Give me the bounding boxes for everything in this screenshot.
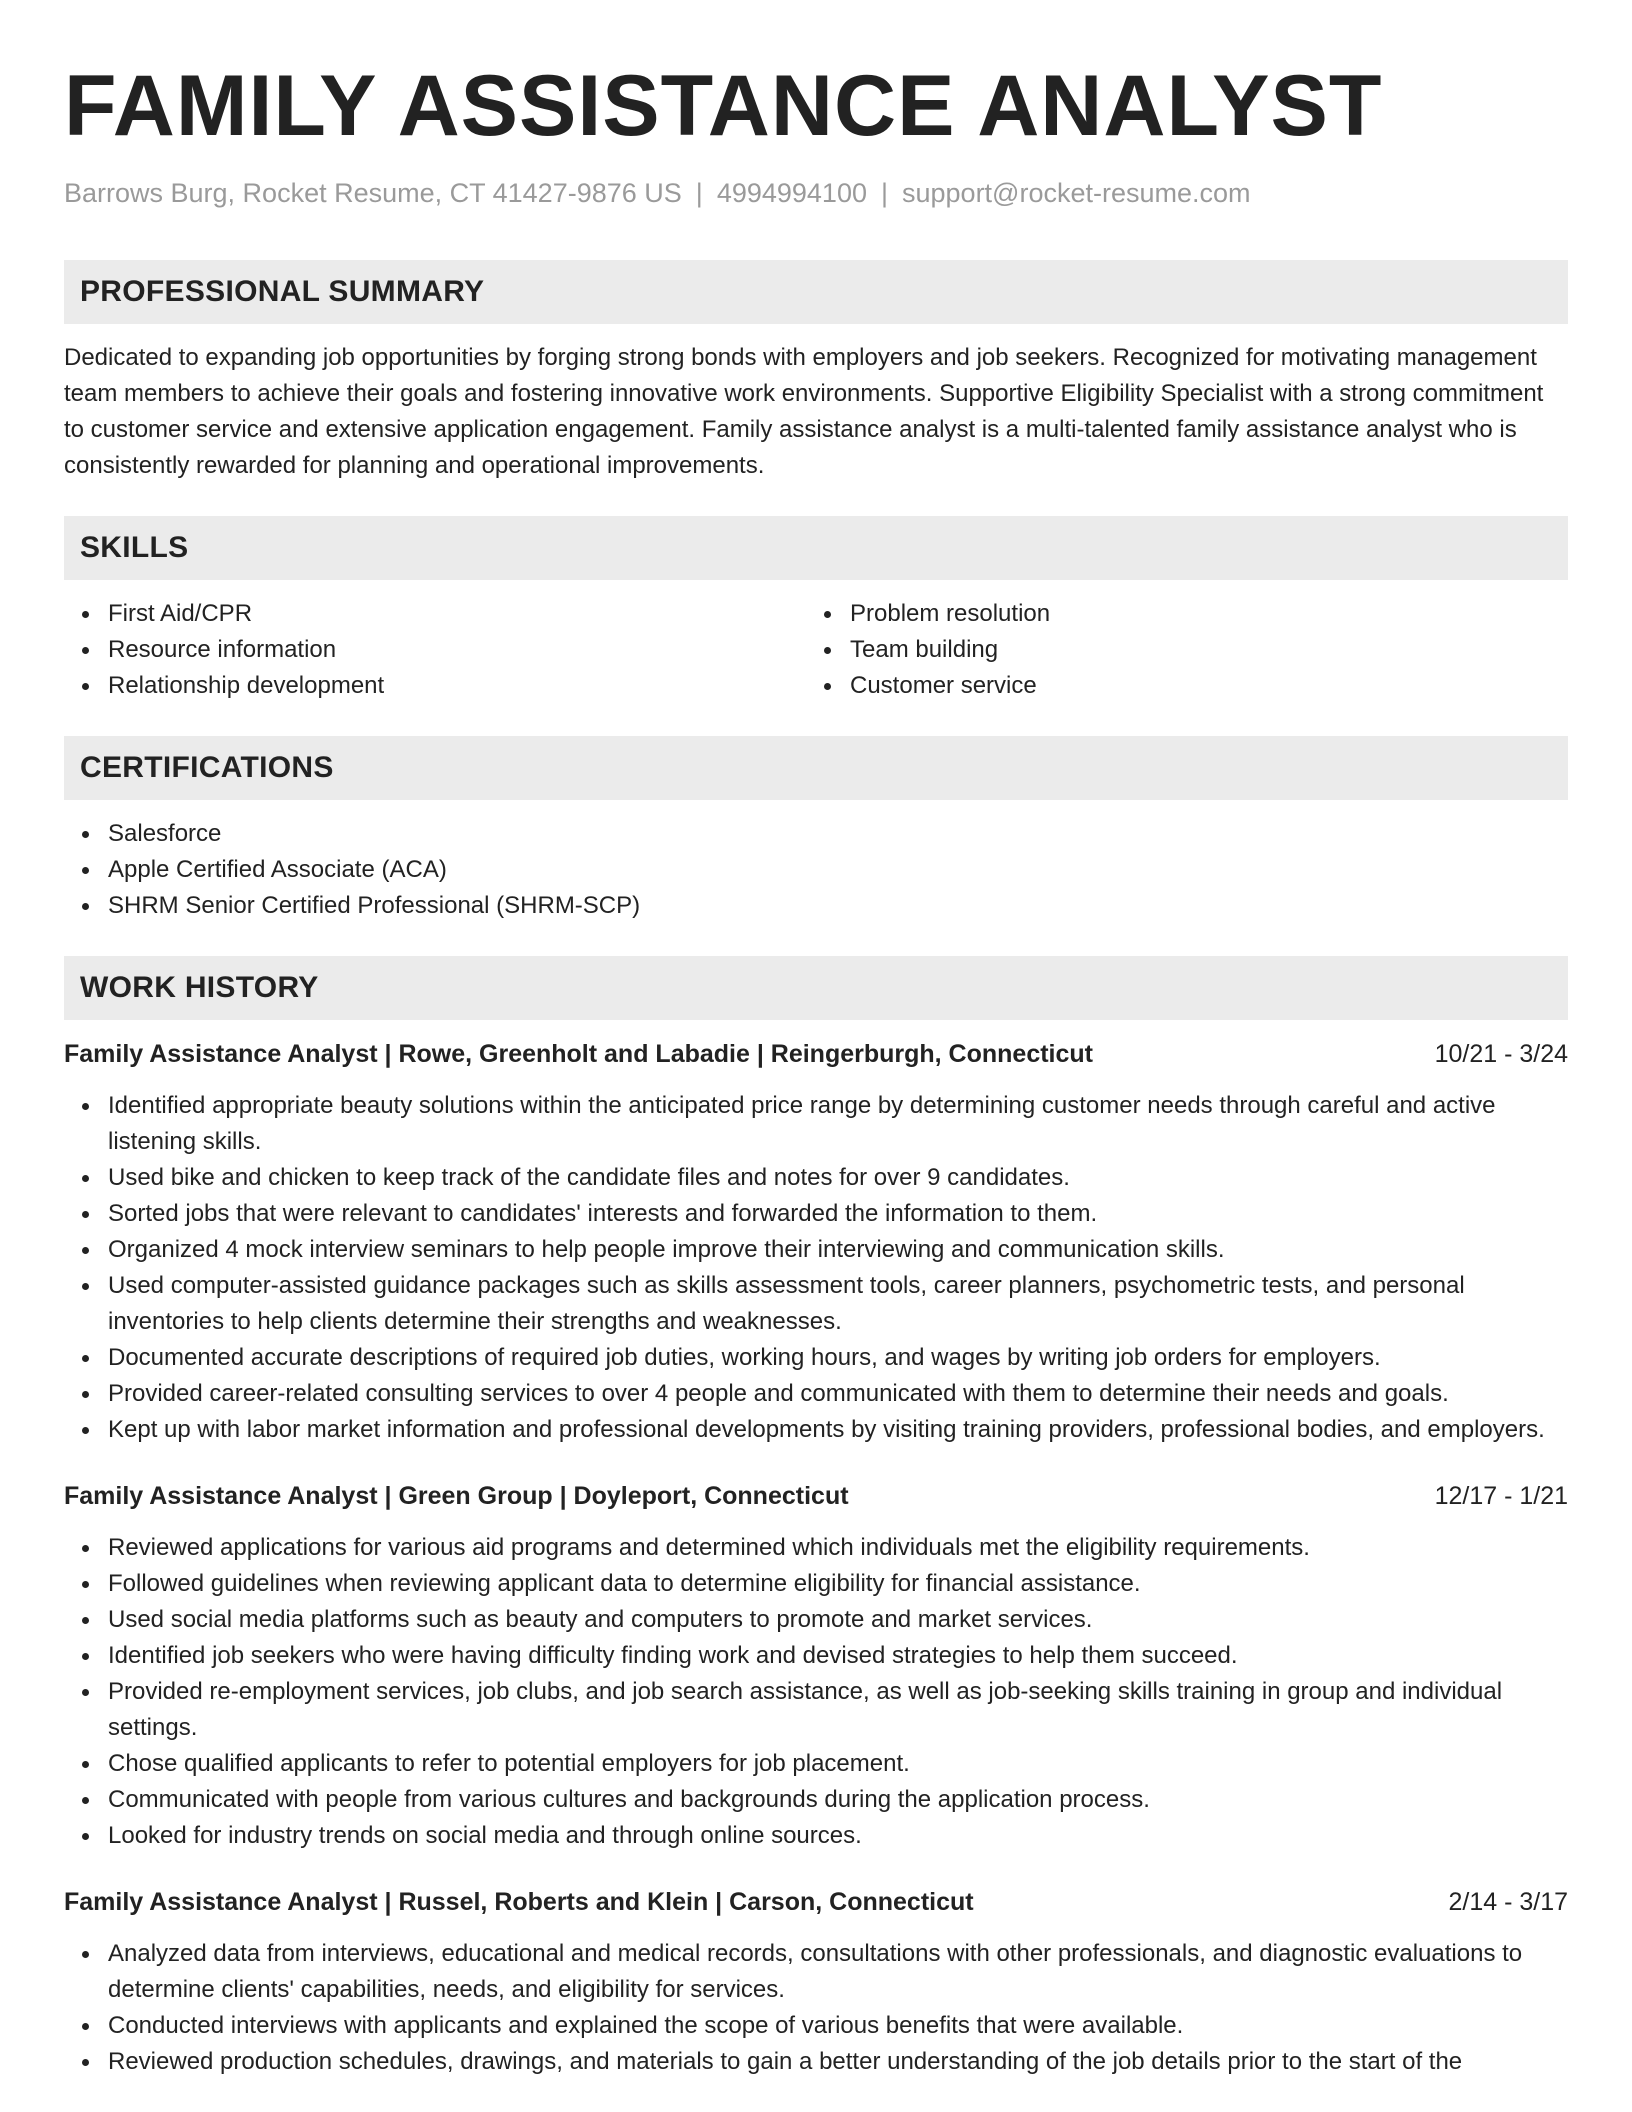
- job-bullet: Used bike and chicken to keep track of the candidate files and notes for over 9 candidates.: [108, 1160, 1568, 1196]
- job-bullet: Identified job seekers who were having difficulty finding work and devised strategies to help them succeed.: [108, 1638, 1568, 1674]
- job-bullets: [64, 1530, 1568, 1854]
- skills-column-right: [806, 596, 1548, 704]
- job-bullet: Identified appropriate beauty solutions within the anticipated price range by determining customer needs through careful and active listening skills.: [108, 1088, 1568, 1160]
- skill-item: Resource information: [108, 632, 806, 668]
- contact-phone: 4994994100: [716, 178, 867, 208]
- job-bullet: Organized 4 mock interview seminars to help people improve their interviewing and communication skills.: [108, 1232, 1568, 1268]
- job-entry: [64, 1884, 1568, 2080]
- section-heading-certifications: CERTIFICATIONS: [64, 736, 1568, 800]
- job-bullets: [64, 1936, 1568, 2080]
- job-bullet: Analyzed data from interviews, educational and medical records, consultations with other professionals, and diagnostic evaluations to determine clients' capabilities, needs, and eligibility for services.: [108, 1936, 1568, 2008]
- job-bullet: Used social media platforms such as beauty and computers to promote and market services.: [108, 1602, 1568, 1638]
- job-bullet: Used computer-assisted guidance packages such as skills assessment tools, career planners, psychometric tests, and personal inventories to help clients determine their strengths and weaknesses.: [108, 1268, 1568, 1340]
- job-bullet: Reviewed applications for various aid programs and determined which individuals met the eligibility requirements.: [108, 1530, 1568, 1566]
- job-bullet: Communicated with people from various cultures and backgrounds during the application process.: [108, 1782, 1568, 1818]
- skills-list-left: [64, 596, 806, 704]
- skill-item: Team building: [850, 632, 1548, 668]
- job-dates: 10/21 - 3/24: [1434, 1040, 1568, 1068]
- summary-text: Dedicated to expanding job opportunities by forging strong bonds with employers and job seekers. Recognized for motivating management team members to achieve their goals and fostering innovative work environments. Supportive Eligibility Specialist with a strong commitment to customer service and extensive application engagement. Family assistance analyst is a multi-talented family assistance analyst who is consistently rewarded for planning and operational improvements.: [64, 344, 1544, 479]
- skill-item: Problem resolution: [850, 596, 1548, 632]
- certification-item: Salesforce: [108, 816, 1568, 852]
- resume-page: [64, 56, 1568, 2080]
- job-title: Family Assistance Analyst | Green Group | Doyleport, Connecticut: [64, 1482, 849, 1510]
- job-bullet: Chose qualified applicants to refer to potential employers for job placement.: [108, 1746, 1568, 1782]
- certifications-list: [64, 816, 1568, 924]
- resume-name: FAMILY ASSISTANCE ANALYST: [64, 58, 1383, 154]
- contact-address: Barrows Burg, Rocket Resume, CT 41427-9876 US: [64, 178, 682, 208]
- job-header: [64, 1478, 1568, 1514]
- skill-item: Customer service: [850, 668, 1548, 704]
- skill-item: Relationship development: [108, 668, 806, 704]
- certification-item: Apple Certified Associate (ACA): [108, 852, 1568, 888]
- job-bullet: Conducted interviews with applicants and explained the scope of various benefits that were available.: [108, 2008, 1568, 2044]
- job-title: Family Assistance Analyst | Russel, Roberts and Klein | Carson, Connecticut: [64, 1888, 974, 1916]
- job-entry: [64, 1036, 1568, 1448]
- job-bullet: Sorted jobs that were relevant to candidates' interests and forwarded the information to them.: [108, 1196, 1568, 1232]
- skills-list-right: [806, 596, 1548, 704]
- job-bullet: Kept up with labor market information and professional developments by visiting training providers, professional bodies, and employers.: [108, 1412, 1568, 1448]
- job-bullet: Provided re-employment services, job clubs, and job search assistance, as well as job-seeking skills training in group and individual settings.: [108, 1674, 1568, 1746]
- job-bullet: Reviewed production schedules, drawings, and materials to gain a better understanding of the job details prior to the start of the: [108, 2044, 1568, 2080]
- section-heading-work-history: WORK HISTORY: [64, 956, 1568, 1020]
- contact-separator: |: [695, 178, 703, 208]
- contact-line: [64, 176, 1568, 210]
- job-bullet: Documented accurate descriptions of required job duties, working hours, and wages by writing job orders for employers.: [108, 1340, 1568, 1376]
- job-bullet: Followed guidelines when reviewing applicant data to determine eligibility for financial assistance.: [108, 1566, 1568, 1602]
- skills-grid: [64, 596, 1568, 704]
- job-title: Family Assistance Analyst | Rowe, Greenholt and Labadie | Reingerburgh, Connecticut: [64, 1040, 1094, 1068]
- section-heading-skills: SKILLS: [64, 516, 1568, 580]
- job-header: [64, 1884, 1568, 1920]
- job-bullets: [64, 1088, 1568, 1448]
- job-dates: 2/14 - 3/17: [1448, 1888, 1568, 1916]
- contact-separator: |: [880, 178, 888, 208]
- job-bullet: Looked for industry trends on social media and through online sources.: [108, 1818, 1568, 1854]
- job-entry: [64, 1478, 1568, 1854]
- skills-column-left: [64, 596, 806, 704]
- section-heading-summary: PROFESSIONAL SUMMARY: [64, 260, 1568, 324]
- job-bullet: Provided career-related consulting services to over 4 people and communicated with them to determine their needs and goals.: [108, 1376, 1568, 1412]
- job-header: [64, 1036, 1568, 1072]
- certification-item: SHRM Senior Certified Professional (SHRM-SCP): [108, 888, 1568, 924]
- skill-item: First Aid/CPR: [108, 596, 806, 632]
- contact-email: support@rocket-resume.com: [902, 178, 1251, 208]
- job-dates: 12/17 - 1/21: [1434, 1482, 1568, 1510]
